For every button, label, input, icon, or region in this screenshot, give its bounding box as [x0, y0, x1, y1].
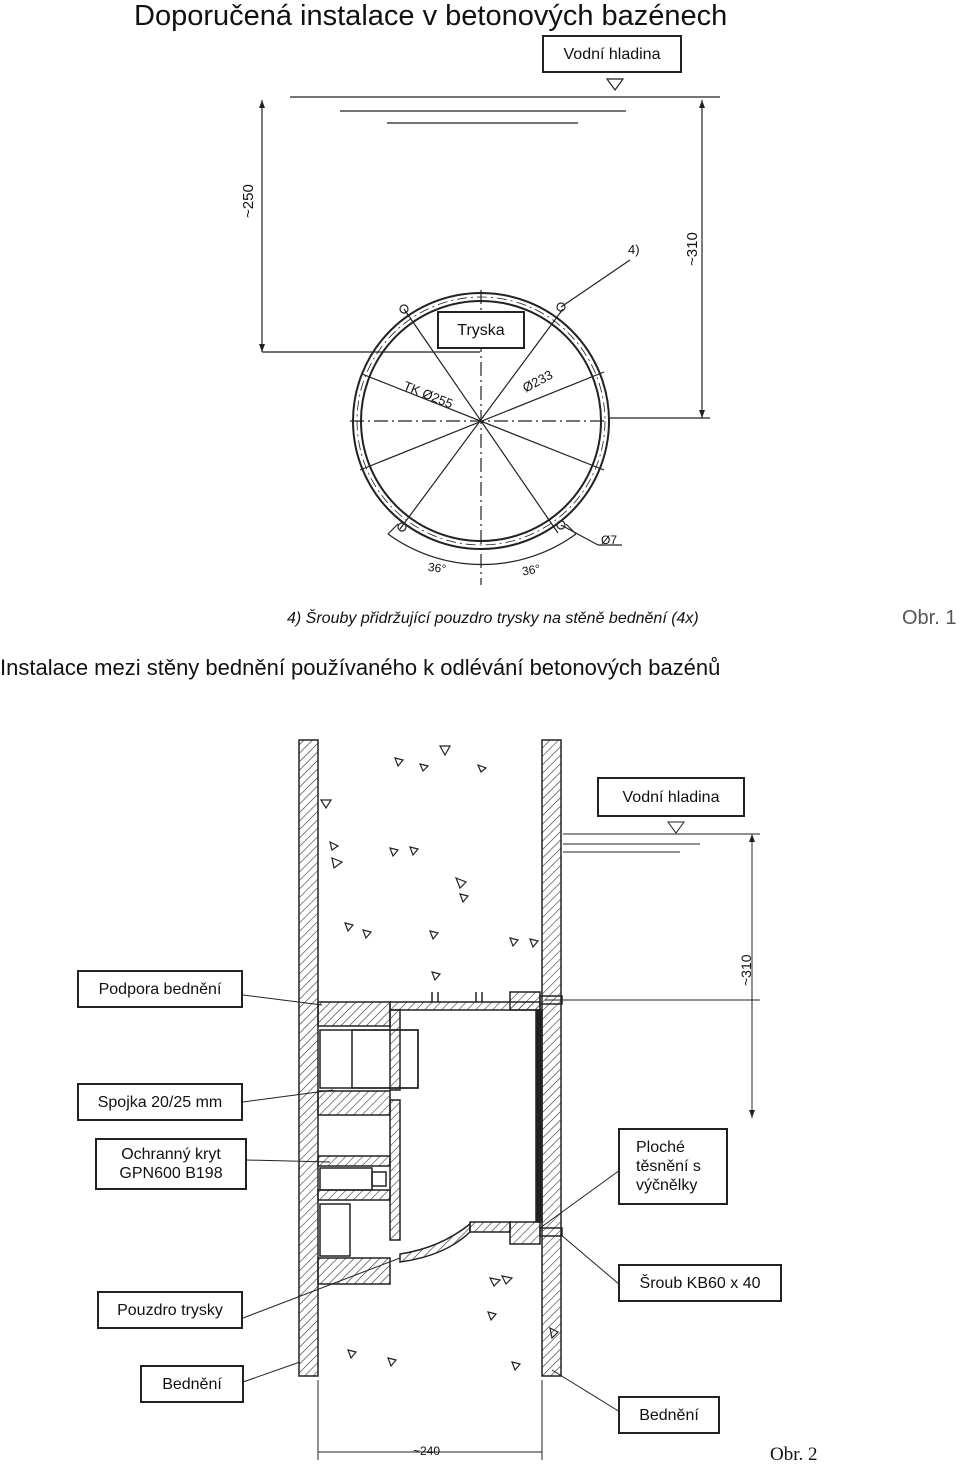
- coupling-text: Spojka 20/25 mm: [97, 1093, 223, 1111]
- diameter-233-label: Ø233: [520, 367, 556, 396]
- dim-250: ~250: [240, 184, 257, 218]
- coupling-label: [77, 1083, 243, 1121]
- dim-240: ~240: [413, 1444, 441, 1458]
- fig2-caption: Obr. 2: [770, 1444, 818, 1465]
- nozzle-housing-text: Pouzdro trysky: [117, 1301, 223, 1319]
- water-level-text: Vodní hladina: [563, 45, 661, 63]
- formwork-label-left: [140, 1365, 244, 1403]
- water-level-label-fig2: [597, 777, 745, 817]
- nozzle-housing-label: [97, 1291, 243, 1329]
- screw-text: Šroub KB60 x 40: [639, 1274, 761, 1292]
- ref-4: 4): [628, 242, 640, 257]
- formwork-support-text: Podpora bednění: [98, 980, 222, 998]
- flat-seal-line1: Ploché: [636, 1139, 685, 1156]
- flat-seal-label: [618, 1128, 728, 1205]
- protective-cover-label: [95, 1138, 247, 1190]
- protective-cover-line2: GPN600 B198: [119, 1165, 223, 1182]
- fig1-note: 4) Šrouby přidržující pouzdro trysky na stěně bednění (4x): [287, 610, 699, 627]
- protective-cover-line1: Ochranný kryt: [121, 1146, 221, 1163]
- flat-seal-line3: výčnělky: [636, 1177, 698, 1194]
- subtitle: Instalace mezi stěny bednění používaného k odlévání betonových bazénů: [0, 655, 721, 680]
- formwork-label-right: [618, 1396, 720, 1434]
- fig1-caption: Obr. 1: [902, 607, 957, 629]
- screw-label: [618, 1264, 782, 1302]
- dim-310: ~310: [684, 232, 701, 266]
- formwork-support-label: [77, 970, 243, 1008]
- flat-seal-line2: těsnění s: [636, 1158, 701, 1175]
- water-level-text: Vodní hladina: [622, 788, 720, 806]
- page-title: Doporučená instalace v betonových bazénech: [134, 0, 728, 32]
- angle-right-label: 36°: [520, 561, 542, 579]
- diameter-7-label: Ø7: [601, 533, 618, 547]
- tk-diameter-label: TK Ø255: [401, 378, 456, 412]
- formwork-text-right: Bednění: [639, 1406, 699, 1424]
- nozzle-text: Tryska: [457, 321, 505, 339]
- dim-310-fig2: ~310: [738, 954, 754, 986]
- angle-left-label: 36°: [427, 559, 448, 577]
- formwork-text-left: Bednění: [162, 1375, 222, 1393]
